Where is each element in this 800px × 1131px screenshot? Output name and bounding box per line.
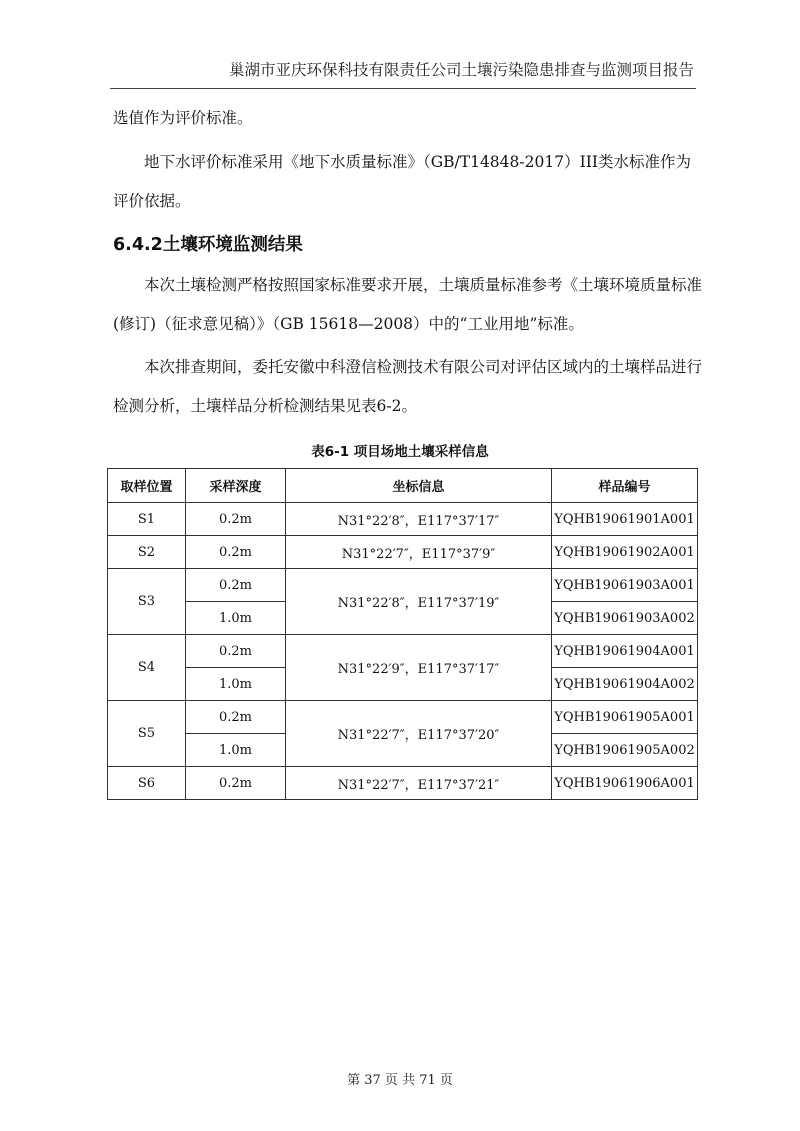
header-location: 取样位置 <box>108 469 186 503</box>
table-row <box>108 701 698 734</box>
cell-coordinates: N31°22′7″，E117°37′21″ <box>286 767 552 800</box>
table-row <box>108 767 698 800</box>
cell-location: S4 <box>108 635 186 701</box>
cell-coordinates: N31°22′7″，E117°37′9″ <box>286 536 552 569</box>
cell-depth: 0.2m <box>186 569 286 602</box>
cell-depth: 0.2m <box>186 767 286 800</box>
header-divider <box>110 88 696 89</box>
cell-depth: 1.0m <box>186 734 286 767</box>
paragraph-3: 本次土壤检测严格按照国家标准要求开展，土壤质量标准参考《土壤环境质量标准(修订)（征求意见稿）》（GB 15618—2008）中的“工业用地”标准。 <box>113 276 703 333</box>
cell-location: S2 <box>108 536 186 569</box>
cell-sample-id: YQHB19061905A001 <box>552 701 698 734</box>
cell-sample-id: YQHB19061901A001 <box>552 503 698 536</box>
cell-coordinates: N31°22′7″，E117°37′20″ <box>286 701 552 767</box>
cell-location: S6 <box>108 767 186 800</box>
table-row <box>108 503 698 536</box>
table-row <box>108 536 698 569</box>
cell-depth: 0.2m <box>186 503 286 536</box>
header-depth: 采样深度 <box>186 469 286 503</box>
cell-sample-id: YQHB19061903A001 <box>552 569 698 602</box>
cell-location: S3 <box>108 569 186 635</box>
cell-sample-id: YQHB19061906A001 <box>552 767 698 800</box>
report-header-title: 巢湖市亚庆环保科技有限责任公司土壤污染隐患排查与监测项目报告 <box>228 61 694 79</box>
paragraph-2: 地下水评价标准采用《地下水质量标准》（GB/T14848-2017）III类水标准作为评价依据。 <box>113 153 691 210</box>
cell-location: S5 <box>108 701 186 767</box>
header-sample-id: 样品编号 <box>552 469 698 503</box>
cell-sample-id: YQHB19061902A001 <box>552 536 698 569</box>
cell-coordinates: N31°22′8″，E117°37′19″ <box>286 569 552 635</box>
cell-sample-id: YQHB19061905A002 <box>552 734 698 767</box>
cell-depth: 1.0m <box>186 602 286 635</box>
cell-location: S1 <box>108 503 186 536</box>
table-caption: 表6-1 项目场地土壤采样信息 <box>311 444 489 460</box>
cell-depth: 0.2m <box>186 701 286 734</box>
cell-sample-id: YQHB19061904A001 <box>552 635 698 668</box>
cell-sample-id: YQHB19061904A002 <box>552 668 698 701</box>
header-coordinates: 坐标信息 <box>286 469 552 503</box>
table-row <box>108 635 698 668</box>
paragraph-1: 选值作为评价标准。 <box>113 109 253 127</box>
paragraph-4: 本次排查期间，委托安徽中科澄信检测技术有限公司对评估区域内的土壤样品进行检测分析，土壤样品分析检测结果见表6-2。 <box>113 358 703 415</box>
cell-sample-id: YQHB19061903A002 <box>552 602 698 635</box>
cell-coordinates: N31°22′9″，E117°37′17″ <box>286 635 552 701</box>
cell-depth: 1.0m <box>186 668 286 701</box>
cell-coordinates: N31°22′8″，E117°37′17″ <box>286 503 552 536</box>
page-number: 第 37 页 共 71 页 <box>347 1073 453 1088</box>
section-heading: 6.4.2土壤环境监测结果 <box>113 235 303 255</box>
sampling-info-table <box>107 468 698 800</box>
table-header-row <box>108 469 698 503</box>
cell-depth: 0.2m <box>186 635 286 668</box>
cell-depth: 0.2m <box>186 536 286 569</box>
table-row <box>108 569 698 602</box>
